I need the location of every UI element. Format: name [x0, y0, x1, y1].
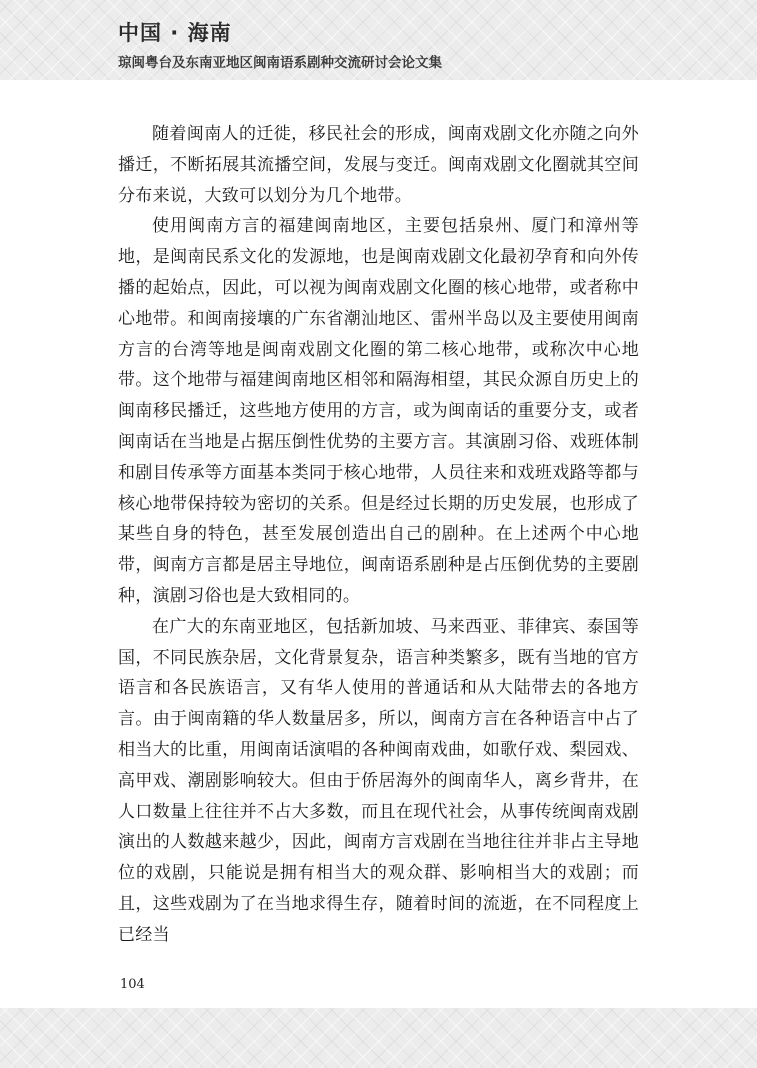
paragraph: 随着闽南人的迁徙，移民社会的形成，闽南戏剧文化亦随之向外播迁，不断拓展其流播空间，发展与变迁。闽南戏剧文化圈就其空间分布来说，大致可以划分为几个地带。	[118, 124, 639, 206]
footer-band	[0, 1008, 757, 1068]
page-body	[118, 119, 639, 951]
page-number: 104	[120, 977, 145, 992]
paragraph: 使用闽南方言的福建闽南地区，主要包括泉州、厦门和漳州等地，是闽南民系文化的发源地，也是闽南戏剧文化最初孕育和向外传播的起始点，因此，可以视为闽南戏剧文化圈的核心地带，或者称中心地带。和闽南接壤的广东省潮汕地区、雷州半岛以及主要使用闽南方言的台湾等地是闽南戏剧文化圈的第二核心地带，或称次中心地带。这个地带与福建闽南地区相邻和隔海相望，其民众源自历史上的闽南移民播迁，这些地方使用的方言，或为闽南话的重要分支，或者闽南话在当地是占据压倒性优势的主要方言。其演剧习俗、戏班体制和剧目传承等方面基本类同于核心地带，人员往来和戏班戏路等都与核心地带保持较为密切的关系。但是经过长期的历史发展，也形成了某些自身的特色，甚至发展创造出自己的剧种。在上述两个中心地带，闽南方言都是居主导地位，闽南语系剧种是占压倒优势的主要剧种，演剧习俗也是大致相同的。	[118, 216, 639, 606]
book-title: 中国 · 海南	[118, 21, 232, 45]
paragraph: 在广大的东南亚地区，包括新加坡、马来西亚、菲律宾、泰国等国，不同民族杂居，文化背景复杂，语言种类繁多，既有当地的官方语言和各民族语言，又有华人使用的普通话和从大陆带去的各地方言。由于闽南籍的华人数量居多，所以，闽南方言在各种语言中占了相当大的比重，用闽南话演唱的各种闽南戏曲，如歌仔戏、梨园戏、高甲戏、潮剧影响较大。但由于侨居海外的闽南华人，离乡背井，在人口数量上往往并不占大多数，而且在现代社会，从事传统闽南戏剧演出的人数越来越少，因此，闽南方言戏剧在当地往往并非占主导地位的戏剧，只能说是拥有相当大的观众群、影响相当大的戏剧；而且，这些戏剧为了在当地求得生存，随着时间的流逝，在不同程度上已经当	[118, 616, 639, 945]
book-subtitle: 琼闽粤台及东南亚地区闽南语系剧种交流研讨会论文集	[118, 55, 442, 71]
